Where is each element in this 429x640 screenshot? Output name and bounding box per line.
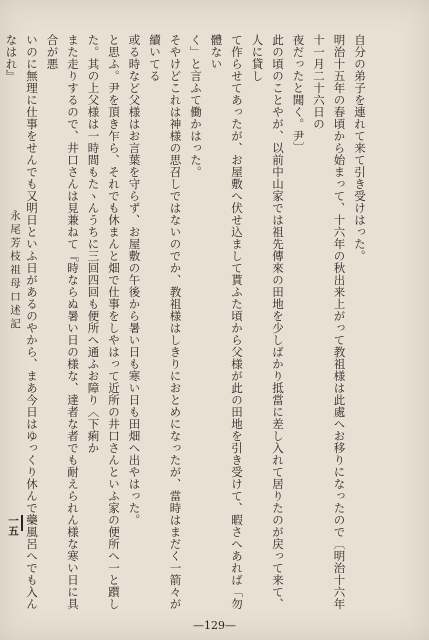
text-line [0, 34, 1, 612]
text-line: と思ふ。尹を頂き乍ら、それでも休まんと畑で仕事をしやはって近所の井口さんといふ家の便所へ一と躓した。其の上父様は一時間もたヽんうちに三回四回も便所へ通ふお障り〈下痢か [86, 34, 121, 610]
text-line: そやけどこれは神様の思召しではないのでか、教祖様はしきりにおとめになったが、當時はまだく一箭々が續いてる [148, 34, 183, 610]
text-line: 此の頃のことやが、以前中山家では祖先傳來の田地を少しばかり抵當に差し入れて居りたのが戻って来て、人に貸し [250, 34, 285, 610]
text-line: て作らせてあったが、お屋敷へ伏せ込まして貰ふた頃から父様が此の田地を引き受けて、暇さへあれば「勿體ない [209, 34, 244, 610]
text-line: 或る時など父様はお言葉を守らず、お屋敷の午後から暑い日も寒い日も田畑へ出やはった。 [127, 34, 142, 526]
page-number: —129— [193, 619, 236, 632]
text-line: いのに無理に仕事をせんでも又明日といふ日があるのやから、まあ今日はゆっくり休んで藥風呂へでも入んなはれ』 [4, 34, 39, 610]
text-line: 明治十五年の春頃から始まって、十六年の秋出来上がって教祖様は此處へお移りになったので〔明治十六年十一月二十六日の [312, 34, 347, 610]
text-line: 自分の弟子を連れて来て引き受けはった。 [353, 34, 367, 262]
text-line: また走りするので、井口さんは見兼ねて『時ならぬ暑い日の様な、達者な者でも耐えられん様な寒い日に具合が悪 [45, 34, 80, 610]
text-line: く」と言ふて働かはった。 [189, 34, 203, 178]
running-header: 永尾芳枝祖母口述記 [9, 210, 21, 332]
text-line: 夜だったと聞く。尹〕 [291, 34, 306, 154]
section-number: 一五 [6, 515, 23, 537]
